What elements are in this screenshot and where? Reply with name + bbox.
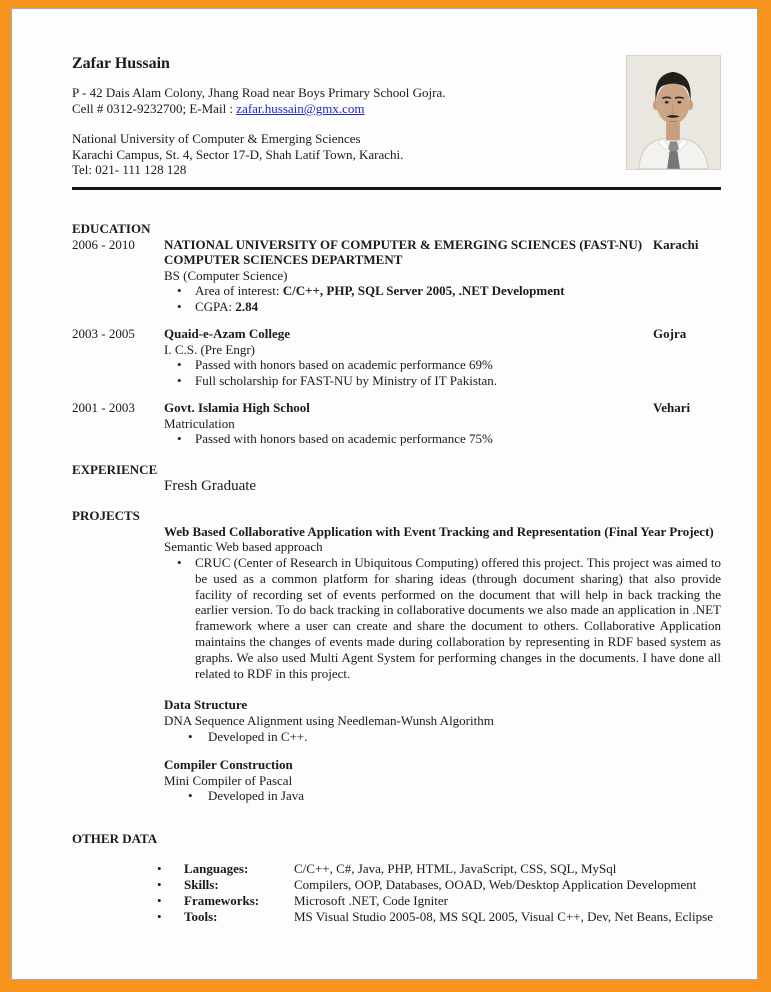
resume-header [72,55,721,178]
other-data-row-languages [72,861,721,877]
project-compiler [164,757,721,804]
entry-body [164,237,653,315]
row-label: • Languages: [184,861,249,877]
project-data-structure [164,697,721,744]
bullet-text: Area of interest: [195,283,283,298]
project-subtitle: Semantic Web based approach [164,539,323,555]
project-bullet: • Developed in Java [164,788,721,804]
header-divider [72,187,721,190]
person-name: Zafar Hussain [72,55,170,72]
bullet-bold-text: 2.84 [235,298,259,314]
entry-years: 2001 - 2003 [72,400,135,415]
entry-body [164,400,653,447]
education-bullet: • Passed with honors based on academic performance 75% [164,431,653,447]
project-subtitle: DNA Sequence Alignment using Needleman-Wunsh Algorithm [164,713,494,729]
project-title: Data Structure [164,697,248,713]
campus-line: Karachi Campus, St. 4, Sector 17-D, Shah Latif Town, Karachi. [72,146,404,162]
degree: BS (Computer Science) [164,267,288,283]
degree: Matriculation [164,415,235,431]
institution-name: Govt. Islamia High School [164,400,310,415]
project-subtitle: Mini Compiler of Pascal [164,772,293,788]
project-final-year [164,524,721,682]
other-data-rows [72,861,721,925]
bullet-bold-text: C/C++, PHP, SQL Server 2005, .NET Development [282,283,565,298]
education-bullet: • Passed with honors based on academic performance 69% [164,357,653,373]
institution-block [72,131,445,178]
address-line: P - 42 Dais Alam Colony, Jhang Road near Boys Primary School Gojra. [72,85,446,100]
experience-heading: EXPERIENCE [72,461,158,477]
project-title: Web Based Collaborative Application with Event Tracking and Representation (Final Year Project) [164,523,714,539]
entry-body [164,326,653,388]
contact-line [72,101,445,117]
education-entry-college [72,326,721,388]
education-entry-school [72,400,721,447]
row-label: • Frameworks: [184,893,260,909]
portrait-illustration [627,56,720,169]
row-value: C/C++, C#, Java, PHP, HTML, JavaScript, CSS, SQL, MySql [294,861,617,877]
resume-page [11,8,758,980]
education-bullet [164,283,653,299]
row-label: • Skills: [184,877,219,893]
row-value: Compilers, OOP, Databases, OOAD, Web/Desktop Application Development [294,877,697,893]
profile-photo [626,55,721,170]
row-value: Microsoft .NET, Code Igniter [294,893,448,909]
education-bullet: • Full scholarship for FAST-NU by Ministry of IT Pakistan. [164,373,653,389]
experience-value: Fresh Graduate [164,477,257,494]
row-value: MS Visual Studio 2005-08, MS SQL 2005, Visual C++, Dev, Net Beans, Eclipse [294,909,713,925]
institution-department: COMPUTER SCIENCES DEPARTMENT [164,252,403,267]
entry-city: Vehari [653,400,691,415]
education-entry-fastnu [72,237,721,315]
other-data-heading: OTHER DATA [72,831,158,847]
tel-line: Tel: 021- 111 128 128 [72,162,187,177]
project-bullet: • Developed in C++. [164,729,721,745]
project-description: • CRUC (Center of Research in Ubiquitous Computing) offered this project. This project was aimed to be used as a common platform for sharing ideas (through document sharing) that also provide facility of recording set of events performed on the document that will help in back tracking the earlier version. To do back tracking in collaborative documents we also made an application in .NET framework where a user can create and share the document to others. Collaborative Application maintains the changes of events made during collaboration by representing in RDF based system as graphs. We also used Multi Agent System for performing changes in the documents. I have done all related to RDF in this project. [164,555,721,681]
project-title: Compiler Construction [164,756,293,772]
row-label: • Tools: [184,909,218,925]
contact-prefix: Cell # 0312-9232700; E-Mail : [72,101,237,116]
entry-years: 2003 - 2005 [72,326,135,341]
entry-years: 2006 - 2010 [72,236,135,252]
other-data-row-tools [72,909,721,925]
education-heading: EDUCATION [72,220,151,236]
email-link[interactable]: zafar.hussain@gmx.com [236,101,365,116]
projects-heading: PROJECTS [72,507,140,523]
institution-name: Quaid-e-Azam College [164,326,291,341]
header-text [72,55,445,178]
projects-body [164,524,721,805]
other-data-row-frameworks [72,893,721,909]
degree: I. C.S. (Pre Engr) [164,341,255,357]
other-data-row-skills [72,877,721,893]
entry-city: Karachi [653,236,699,252]
university-line: National University of Computer & Emerging Sciences [72,131,361,146]
education-bullet [164,299,653,315]
bullet-text: CGPA: [195,298,236,314]
institution-name: NATIONAL UNIVERSITY OF COMPUTER & EMERGING SCIENCES (FAST-NU) [164,236,643,252]
entry-city: Gojra [653,326,687,341]
